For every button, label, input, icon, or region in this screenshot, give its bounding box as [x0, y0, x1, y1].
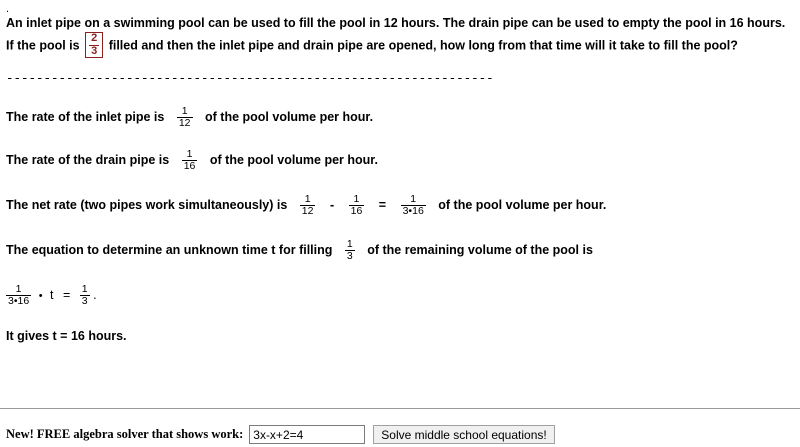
equation-line — [6, 284, 794, 307]
horizontal-dash-divider: ----------------------------------------------------------------- — [6, 72, 494, 87]
minus-operator: - — [329, 197, 335, 212]
fraction-numerator: 1 — [81, 283, 88, 296]
equals-operator: = — [378, 197, 387, 212]
fraction-one-third — [345, 239, 355, 262]
solve-equations-button[interactable]: Solve middle school equations! — [373, 425, 554, 444]
footer-divider — [0, 408, 800, 409]
problem-text-part2: filled and then the inlet pipe and drain pipe are opened, how long from that time will it take to fill the pool? — [108, 38, 738, 53]
net-rate-text-before: The net rate (two pipes work simultaneously) is — [6, 197, 288, 212]
fraction-numerator: 1 — [15, 283, 22, 296]
fraction-one-twelfth — [300, 194, 316, 217]
equation-period: . — [93, 288, 97, 303]
fraction-one-twelfth — [177, 106, 193, 129]
fraction-denominator: 3 — [81, 295, 88, 308]
fraction-denominator: 3 — [91, 44, 98, 57]
multiply-operator: • — [38, 290, 43, 303]
fraction-one-over-three-times-sixteen — [6, 284, 31, 307]
variable-t: t — [50, 288, 54, 303]
net-rate-text-after: of the pool volume per hour. — [438, 197, 607, 212]
equation-intro-line — [6, 239, 794, 262]
fraction-numerator: 1 — [346, 238, 353, 251]
highlighted-fraction — [85, 32, 103, 58]
fraction-denominator: 12 — [301, 205, 314, 218]
fraction-numerator: 1 — [353, 193, 360, 206]
problem-text-part1: An inlet pipe on a swimming pool can be used to fill the pool in 12 hours. The drain pipe can be used to empty the pool in 16 hours. If the pool is — [6, 16, 786, 53]
drain-rate-text-before: The rate of the drain pipe is — [6, 152, 170, 167]
equation-input[interactable] — [249, 425, 365, 444]
fraction-one-sixteenth — [182, 149, 198, 172]
fraction-one-third — [80, 284, 90, 307]
fraction-denominator: 3•16 — [8, 295, 30, 308]
equation-intro-text-before: The equation to determine an unknown time t for filling — [6, 243, 333, 257]
drain-rate-line — [6, 149, 794, 172]
top-marker: . — [6, 3, 10, 15]
equation-intro-text-after: of the remaining volume of the pool is — [367, 243, 593, 257]
fraction-denominator: 16 — [350, 205, 363, 218]
net-rate-line — [6, 194, 794, 217]
fraction-denominator: 16 — [183, 160, 196, 173]
fraction-denominator: 3•16 — [402, 205, 424, 218]
fraction-numerator: 1 — [304, 193, 311, 206]
solver-promo-label: New! FREE algebra solver that shows work: — [6, 427, 244, 441]
drain-rate-text-after: of the pool volume per hour. — [209, 152, 378, 167]
fraction-numerator: 2 — [91, 32, 98, 44]
fraction-numerator: 1 — [410, 193, 417, 206]
fraction-numerator: 1 — [186, 148, 193, 161]
fraction-two-thirds — [89, 33, 99, 57]
fraction-one-over-three-times-sixteen — [401, 194, 426, 217]
inlet-rate-text-before: The rate of the inlet pipe is — [6, 109, 165, 124]
fraction-denominator: 12 — [178, 117, 191, 130]
fraction-numerator: 1 — [181, 105, 188, 118]
algebra-solver-footer — [6, 425, 555, 444]
result-line: It gives t = 16 hours. — [6, 329, 127, 344]
problem-statement — [6, 14, 794, 59]
fraction-denominator: 3 — [346, 250, 353, 263]
inlet-rate-line — [6, 106, 794, 129]
fraction-one-sixteenth — [349, 194, 365, 217]
inlet-rate-text-after: of the pool volume per hour. — [205, 109, 374, 124]
equals-operator: = — [63, 288, 71, 303]
